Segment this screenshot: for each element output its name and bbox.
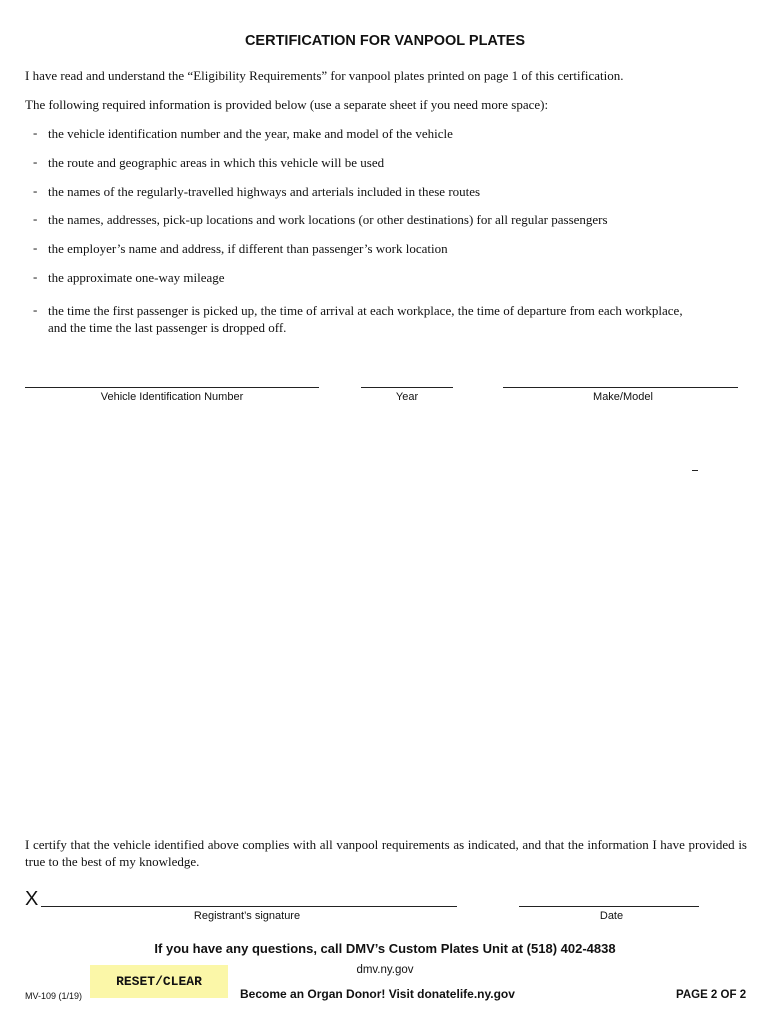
- list-item-text: the vehicle identification number and the year, make and model of the vehicle: [48, 126, 453, 141]
- stray-mark: [692, 470, 698, 471]
- organ-donor-text: Become an Organ Donor! Visit donatelife.ny.gov: [240, 987, 515, 1001]
- form-number: MV-109 (1/19): [25, 991, 83, 1001]
- list-item-text: the route and geographic areas in which this vehicle will be used: [48, 155, 385, 170]
- bullet-dash: -: [33, 240, 38, 255]
- signature-field[interactable]: [41, 906, 457, 907]
- list-item-text: the approximate one-way mileage: [48, 270, 225, 285]
- page-number: PAGE 2 OF 2: [676, 989, 747, 1001]
- bullet-dash: -: [33, 125, 38, 140]
- list-item-text-continued: and the time the last passenger is dropped off.: [48, 320, 287, 335]
- instructions-text: The following required information is provided below (use a separate sheet if you need more space):: [25, 97, 549, 112]
- form-title: CERTIFICATION FOR VANPOOL PLATES: [244, 33, 526, 49]
- list-item-text: the time the first passenger is picked up, the time of arrival at each workplace, the time of departure from each workplace,: [48, 303, 683, 318]
- list-item-text: the employer’s name and address, if different than passenger’s work location: [48, 241, 448, 256]
- date-label: Date: [599, 910, 624, 922]
- list-item-text: the names, addresses, pick-up locations and work locations (or other destinations) for all regular passengers: [48, 212, 608, 227]
- vin-label: Vehicle Identification Number: [100, 391, 244, 403]
- intro-text: I have read and understand the “Eligibility Requirements” for vanpool plates printed on page 1 of this certification.: [25, 68, 624, 83]
- date-field[interactable]: [519, 906, 699, 907]
- signature-label: Registrant’s signature: [193, 910, 301, 922]
- certification-text: I certify that the vehicle identified above complies with all vanpool requirements as indicated, and that the information I have provided is true to the best of my knowledge.: [25, 837, 747, 869]
- vin-field[interactable]: [25, 387, 319, 388]
- bullet-dash: -: [33, 269, 38, 284]
- questions-contact-text: If you have any questions, call DMV’s Custom Plates Unit at (518) 402-4838: [154, 941, 616, 956]
- bullet-dash: -: [33, 183, 38, 198]
- bullet-dash: -: [33, 211, 38, 226]
- list-item-text: the names of the regularly-travelled highways and arterials included in these routes: [48, 184, 481, 199]
- make-model-label: Make/Model: [593, 391, 653, 403]
- make-model-field[interactable]: [503, 387, 738, 388]
- reset-clear-button[interactable]: RESET/CLEAR: [90, 965, 228, 998]
- bullet-dash: -: [33, 302, 38, 317]
- signature-x-mark: X: [25, 888, 39, 910]
- bullet-dash: -: [33, 154, 38, 169]
- details-text-area[interactable]: [25, 415, 745, 825]
- website-link[interactable]: dmv.ny.gov: [356, 964, 414, 976]
- year-label: Year: [395, 391, 419, 403]
- year-field[interactable]: [361, 387, 453, 388]
